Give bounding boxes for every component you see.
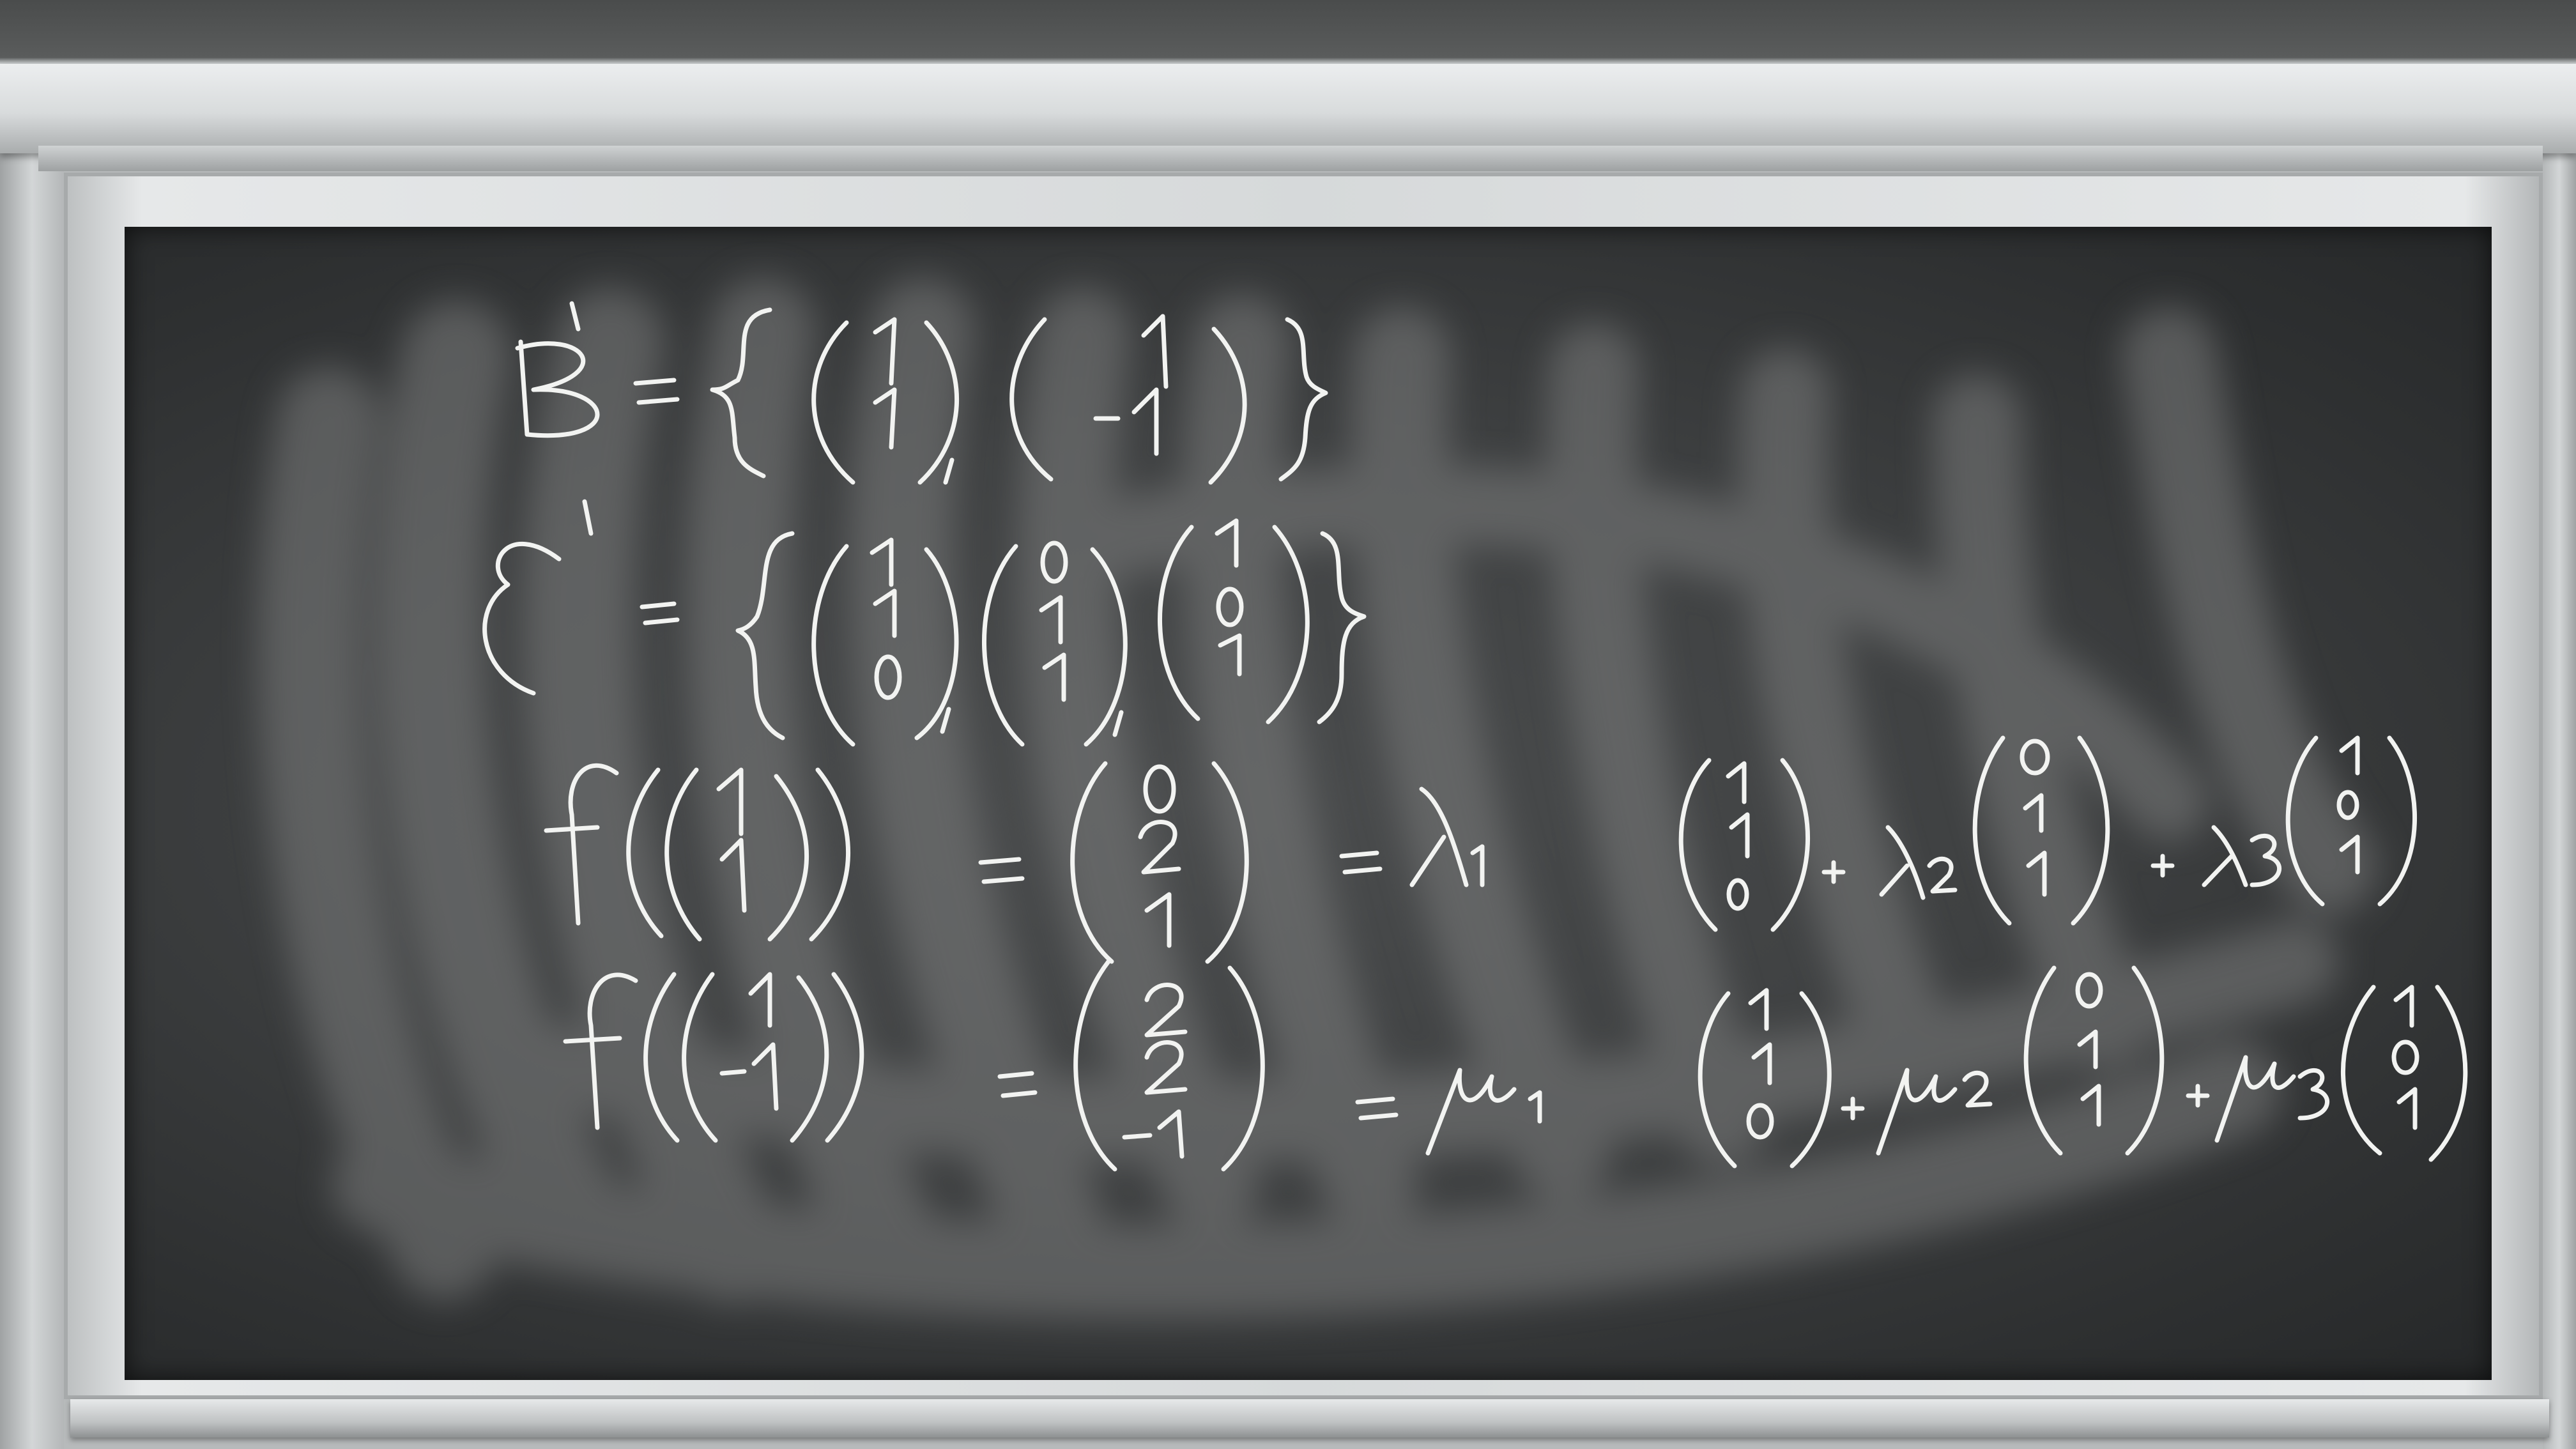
formula-basis-C: [485, 502, 1364, 744]
blackboard: [125, 227, 2492, 1380]
formula-f-of-e1: [546, 738, 2415, 962]
board-top-rail: [0, 64, 2576, 153]
frame-left-post: [0, 153, 64, 1449]
frame-right-post: [2543, 153, 2576, 1449]
board-top-rail-lip: [38, 146, 2543, 171]
formula-f-of-e2: [565, 962, 2465, 1169]
chalk-tray: [70, 1399, 2549, 1438]
formula-basis-B: [518, 303, 1326, 482]
chalk-writing: [125, 227, 2492, 1380]
